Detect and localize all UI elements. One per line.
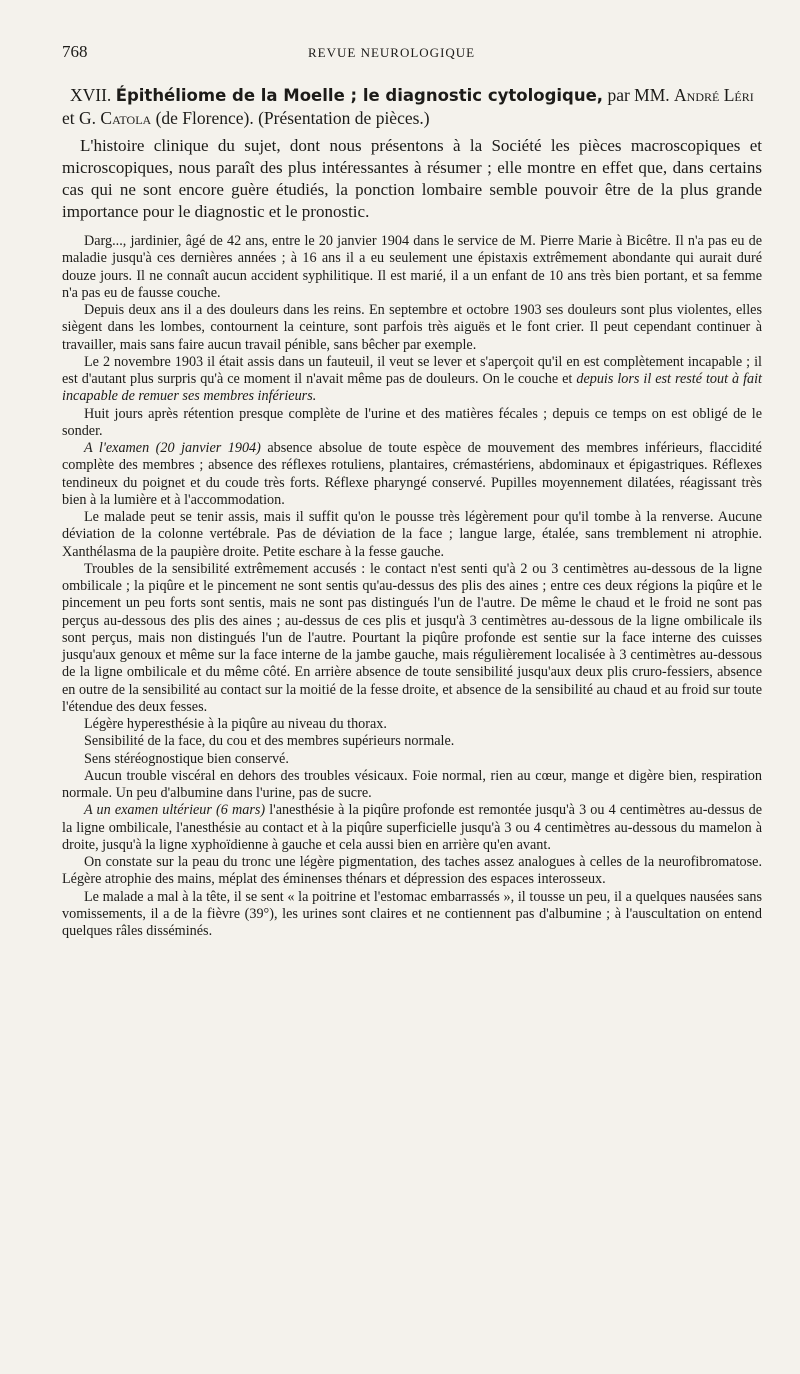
- authors-prefix: par MM.: [607, 85, 670, 105]
- running-title: REVUE NEUROLOGIQUE: [308, 45, 476, 60]
- paragraph-2: Depuis deux ans il a des douleurs dans les reins. En septembre et octobre 1903 ses douleurs sont plus violentes, elles siègent dans les lombes, contournent la ceinture, sont parfois très aiguës et le font crier. Il peut cependant continuer à travailler, mais sans faire aucun travail pénible, sans bêcher par exemple.: [62, 302, 762, 353]
- paragraph-5-text: absence absolue de toute espèce de mouvement des membres inférieurs, flaccidité complète des membres ; absence des réflexes rotuliens, plantaires, crémastériens, abdominaux et épigastriques. Réflexes tendineux du poignet et du coude très forts. Réflexe pharyngé conservé. Pupilles moyennement dilatées, réagissant très bien à la lumière et à l'accommodation.: [62, 440, 762, 508]
- paragraph-11: Aucun trouble viscéral en dehors des troubles vésicaux. Foie normal, rien au cœur, mange et digère bien, respiration normale. Un peu d'albumine dans l'urine, pas de sucre.: [62, 767, 762, 801]
- paragraph-9: Sensibilité de la face, du cou et des membres supérieurs normale.: [84, 733, 455, 750]
- paragraph-5: [62, 440, 762, 509]
- paragraph-3-text: Le 2 novembre 1903 il était assis dans un fauteuil, il veut se lever et s'aperçoit qu'il en est complètement incapable ; il est d'autant plus surpris qu'à ce moment il n'avait même pas de douleurs. On le couche et: [62, 353, 762, 387]
- article-number: XVII.: [70, 85, 112, 105]
- author-2: G. Catola: [79, 108, 152, 128]
- paragraph-1: Darg..., jardinier, âgé de 42 ans, entre le 20 janvier 1904 dans le service de M. Pierre Marie à Bicêtre. Il n'a pas eu de maladie jusqu'à ces dernières années ; à 16 ans il a eu seulement une épistaxis extrêmement abondante qui aurait duré douze jours. Il ne connaît aucun accident syphilitique. Il est marié, il a un enfant de 10 ans très bien portant, et sa femme n'a pas eu de fausse couche.: [62, 233, 762, 301]
- paragraph-12-italic: A un examen ultérieur (6 mars): [84, 802, 266, 819]
- page-number: 768: [62, 42, 88, 61]
- paragraph-5-italic: A l'examen (20 janvier 1904): [84, 440, 261, 456]
- paragraph-10: Sens stéréognostique bien conservé.: [84, 750, 289, 767]
- paragraph-7: Troubles de la sensibilité extrêmement accusés : le contact n'est senti qu'à 2 ou 3 centimètres au-dessous de la ligne ombilicale ; la piqûre et le pincement ne sont sentis qu'au-dessus des plis des aines ; entre ces deux régions la piqûre et le pincement un peu forts sont sentis, mais ne sont pas distingués l'un de l'autre. De même le chaud et le froid ne sont pas perçus au-dessous des plis des aines ; au-dessus de ces plis et jusqu'à 3 centimètres au-dessous de la ligne ombilicale ils sont perçus, mais non distingués l'un de l'autre. Pourtant la piqûre profonde est sentie sur la face interne des cuisses jusqu'aux genoux et même sur la face interne de la jambe gauche, mais régulièrement localisée à 3 centimètres au-dessous de la ligne ombilicale et du même côté. En arrière absence de toute sensibilité jusqu'aux deux plis cruro-fessiers, absence en outre de la sensibilité au contact sur la moitié de la fesse droite, et absence de la sensibilité au chaud et au froid sur toute l'étendue des deux fesses.: [62, 560, 762, 715]
- paragraph-4: Huit jours après rétention presque complète de l'urine et des matières fécales ; depuis ce temps on est obligé de le sonder.: [62, 405, 762, 439]
- paragraph-13: On constate sur la peau du tronc une légère pigmentation, des taches assez analogues à celles de la neurofibromatose. Légère atrophie des mains, méplat des éminenses thénars et dépression des espaces interosseux.: [62, 854, 762, 888]
- article-heading: Épithéliome de la Moelle ; le diagnostic cytologique,: [115, 86, 604, 105]
- author-1: André Léri: [674, 85, 754, 105]
- paragraph-8: Légère hyperesthésie à la piqûre au niveau du thorax.: [84, 716, 387, 732]
- document-page: [62, 42, 762, 940]
- author-and: et: [62, 108, 75, 128]
- paragraph-12: [62, 802, 762, 854]
- page-header: [62, 42, 762, 72]
- paragraph-14: Le malade a mal à la tête, il se sent « la poitrine et l'estomac embarrassés », il tousse un peu, il a quelques nausées sans vomissements, il a de la fièvre (39°), les urines sont claires et ne contiennent pas d'albumine ; à l'auscultation on entend quelques râles disséminés.: [62, 888, 762, 939]
- paragraph-12-text: l'anesthésie à la piqûre profonde est remontée jusqu'à 3 ou 4 centimètres au-dessus de la ligne ombilicale, l'anesthésie au contact et à la piqûre superficielle jusqu'à 3 ou 4 centimètres au-dessous du mamelon à droite, jusqu'à la ligne xyphoïdienne à gauche et cela aussi bien en arrière qu'en avant.: [62, 802, 762, 853]
- paragraph-3-italic: depuis lors il est resté tout à fait incapable de remuer ses membres inférieurs.: [62, 371, 762, 405]
- intro-paragraph: L'histoire clinique du sujet, dont nous présentons à la Société les pièces macroscopiques et microscopiques, nous paraît des plus intéressantes à résumer ; elle montre en effet que, dans certains cas qui ne sont encore guère étudiés, la ponction lombaire semble pouvoir être de la plus grande importance pour le diagnostic et le pronostic.: [62, 136, 762, 221]
- article-title: [62, 84, 762, 129]
- affiliation: (de Florence). (Présentation de pièces.): [155, 108, 430, 128]
- paragraph-6: Le malade peut se tenir assis, mais il suffit qu'on le pousse très légèrement pour qu'il tombe à la renverse. Aucune déviation de la colonne vertébrale. Pas de déviation de la face ; langue large, étalée, sans tremblement ni atrophie. Xanthélasma de la paupière droite. Petite eschare à la fesse gauche.: [62, 509, 762, 560]
- paragraph-3: [62, 354, 762, 406]
